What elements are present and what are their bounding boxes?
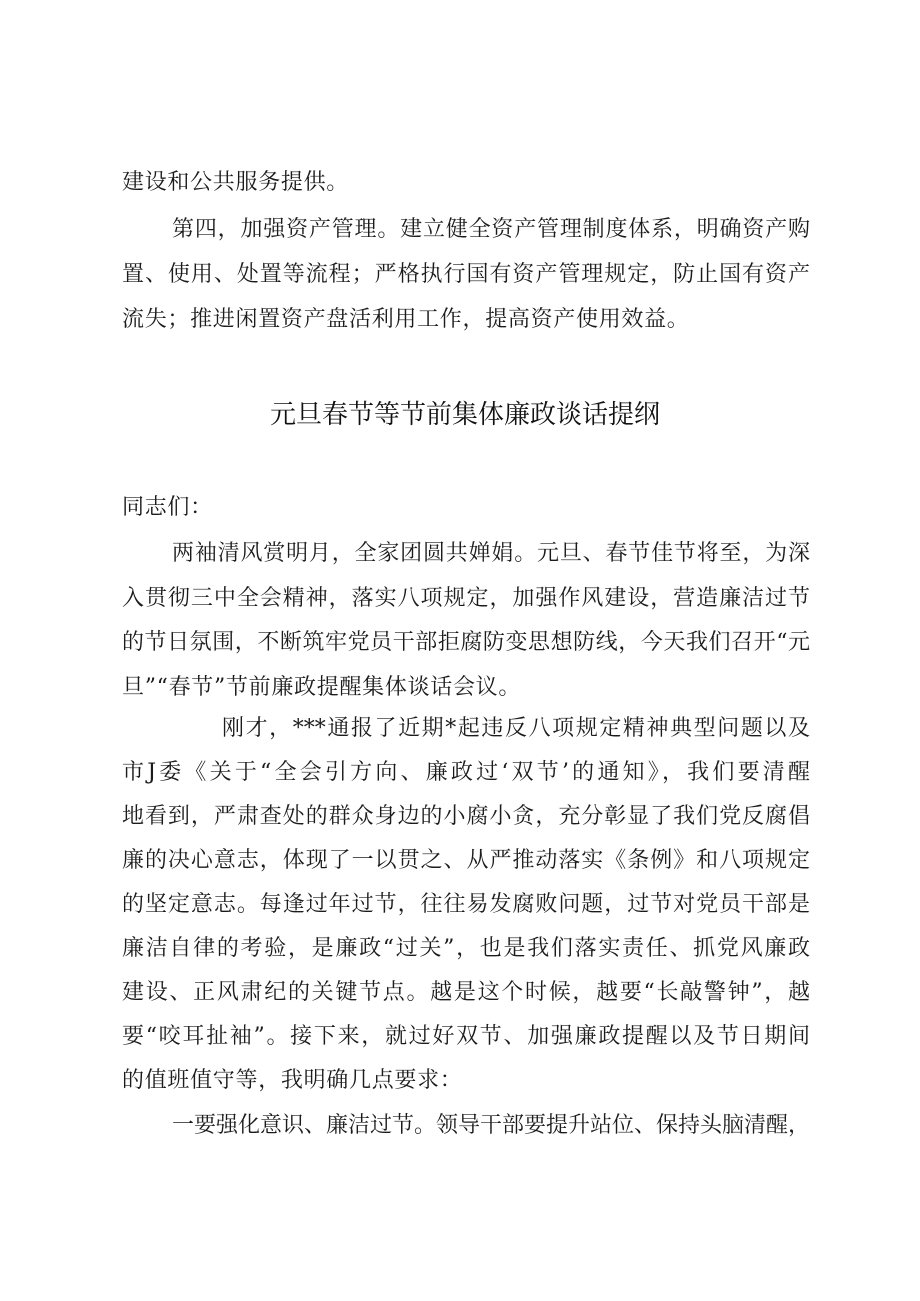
text-line: 的坚定意志。每逢过年过节，往往易发腐败问题，过节对党员干部是: [122, 892, 810, 917]
text-line: 市J委《关于“全会引方向、廉政过‘双节’的通知》，我们要清醒: [122, 760, 810, 785]
text-line: 旦”“春节”节前廉政提醒集体谈话会议。: [122, 675, 522, 700]
text-line: 要“咬耳扯袖”。接下来，就过好双节、加强廉政提醒以及节日期间: [122, 1024, 810, 1049]
text-line: 建设和公共服务提供。: [122, 170, 350, 195]
salutation: 同志们：: [122, 495, 213, 520]
text-line: 一要强化意识、廉洁过节。领导干部要提升站位、保持头脑清醒，: [172, 1113, 811, 1138]
text-line: 第四，加强资产管理。建立健全资产管理制度体系，明确资产购: [172, 217, 810, 242]
text-line: 流失；推进闲置资产盘活利用工作，提高资产使用效益。: [122, 307, 690, 332]
text-line: 置、使用、处置等流程；严格执行国有资产管理规定，防止国有资产: [122, 262, 810, 287]
text-line: 的值班值守等，我明确几点要求：: [122, 1068, 463, 1093]
text-line: 刚才，***通报了近期*起违反八项规定精神典型问题以及: [222, 716, 810, 741]
text-line: 廉的决心意志，体现了一以贯之、从严推动落实《条例》和八项规定: [122, 848, 810, 873]
text-line: 入贯彻三中全会精神，落实八项规定，加强作风建设，营造廉洁过节: [122, 586, 810, 611]
text-line: 建设、正风肃纪的关键节点。越是这个时候，越要“长敲警钟”，越: [122, 980, 810, 1005]
text-line: 的节日氛围，不断筑牢党员干部拒腐防变思想防线，今天我们召开“元: [122, 630, 810, 655]
text-line: 地看到，严肃查处的群众身边的小腐小贪，充分彰显了我们党反腐倡: [122, 804, 810, 829]
document-title: 元旦春节等节前集体廉政谈话提纲: [269, 400, 660, 430]
text-line: 两袖清风赏明月，全家团圆共婵娟。元旦、春节佳节将至，为深: [172, 541, 810, 566]
text-line: 廉洁自律的考验，是廉政“过关”，也是我们落实责任、抓党风廉政: [122, 936, 810, 961]
